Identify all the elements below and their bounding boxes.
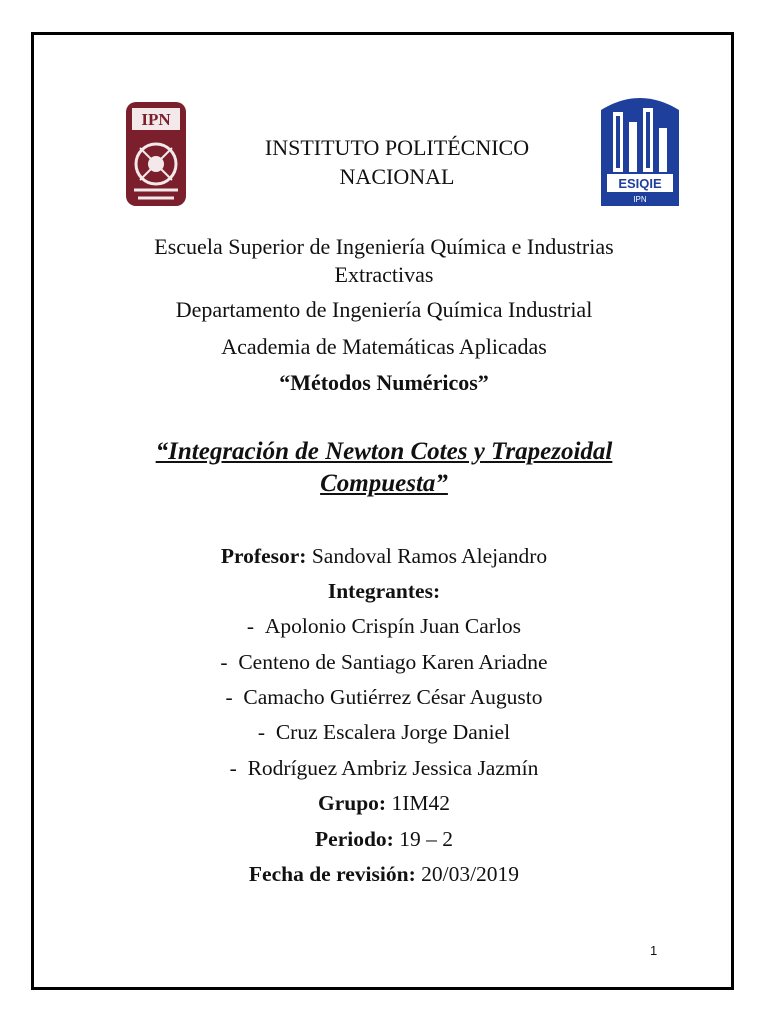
- school-name-line2: Extractivas: [334, 262, 434, 287]
- member-bullet: -: [220, 650, 228, 674]
- esiqie-logo: [599, 92, 681, 208]
- member-item: [0, 614, 768, 639]
- member-bullet: -: [229, 756, 237, 780]
- course-name: “Métodos Numéricos”: [279, 370, 489, 395]
- esiqie-logo-subtext: IPN: [633, 195, 647, 204]
- member-item: [0, 685, 768, 710]
- school-name-line1: Escuela Superior de Ingeniería Química e Industrias: [154, 234, 614, 259]
- members-label: Integrantes:: [327, 579, 441, 603]
- professor-line: [0, 544, 768, 569]
- ipn-logo: [120, 98, 192, 210]
- member-bullet: -: [246, 614, 255, 638]
- institution-title: [237, 133, 557, 191]
- period-line: [0, 827, 768, 852]
- member-bullet: -: [225, 685, 233, 709]
- page-number: 1: [650, 943, 658, 958]
- group-label: Grupo:: [318, 791, 387, 815]
- member-item: [0, 756, 768, 781]
- date-value: 20/03/2019: [421, 862, 520, 886]
- member-item: [0, 720, 768, 745]
- document-title-line2: Compuesta”: [320, 470, 448, 497]
- member-name: Camacho Gutiérrez César Augusto: [243, 685, 543, 709]
- member-bullet: -: [257, 720, 266, 744]
- member-name: Cruz Escalera Jorge Daniel: [275, 720, 511, 744]
- professor-name: Sandoval Ramos Alejandro: [311, 544, 548, 568]
- group-value: 1IM42: [391, 791, 450, 815]
- esiqie-logo-text: ESIQIE: [618, 176, 662, 191]
- member-name: Apolonio Crispín Juan Carlos: [264, 614, 522, 638]
- member-item: [0, 650, 768, 675]
- institution-line1: INSTITUTO POLITÉCNICO: [264, 135, 530, 160]
- period-value: 19 – 2: [399, 827, 453, 851]
- document-title: [110, 436, 658, 500]
- ipn-logo-text: IPN: [141, 110, 171, 129]
- member-name: Centeno de Santiago Karen Ariadne: [238, 650, 548, 674]
- academy: Academia de Matemáticas Aplicadas: [221, 334, 547, 359]
- date-line: [0, 862, 768, 887]
- department: Departamento de Ingeniería Química Industrial: [175, 297, 593, 322]
- group-line: [0, 791, 768, 816]
- date-label: Fecha de revisión:: [248, 862, 416, 886]
- period-label: Periodo:: [315, 827, 394, 851]
- member-name: Rodríguez Ambriz Jessica Jazmín: [247, 756, 539, 780]
- institution-line2: NACIONAL: [339, 164, 455, 189]
- school-name: [0, 233, 768, 289]
- professor-label: Profesor:: [220, 544, 307, 568]
- document-title-line1: “Integración de Newton Cotes y Trapezoidal: [155, 438, 613, 465]
